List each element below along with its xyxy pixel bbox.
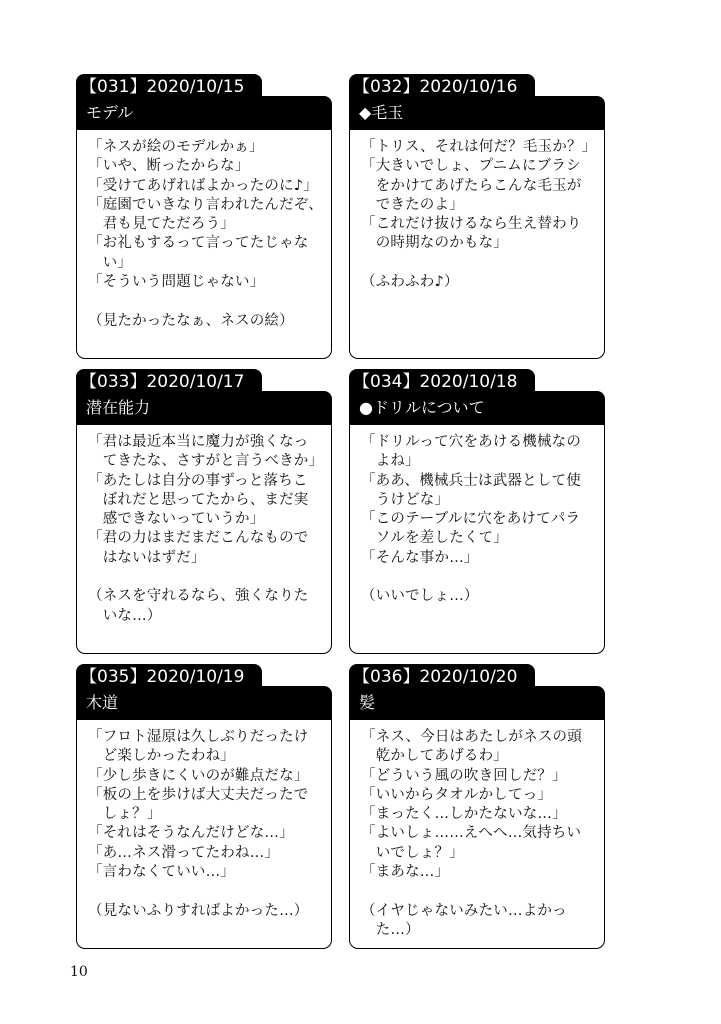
dialogue-line: 「言わなくていい…」 (88, 864, 235, 881)
entry-title: 髪 (349, 686, 605, 720)
dialogue-line: 「よいしょ……えへへ…気持ちい (361, 825, 582, 842)
dialogue-line: 「ネスが絵のモデルかぁ」 (88, 139, 264, 155)
entry-dialogue (88, 433, 328, 626)
entry-number-date: 【032】2020/10/16 (349, 74, 535, 100)
diary-entry-3 (76, 369, 332, 654)
dialogue-line: 「庭園でいきなり言われたんだぞ、 (88, 196, 323, 213)
dialogue-line: 「トリス、それは何だ？毛玉か？」 (361, 139, 597, 155)
entry-dialogue (361, 138, 601, 292)
dialogue-line: をかけてあげたらこんな毛玉が (361, 177, 582, 194)
dialogue-line: 「君の力はまだまだこんなもので (88, 530, 309, 547)
entry-dialogue (88, 728, 328, 921)
dialogue-line: 「これだけ抜けるなら生え替わり (361, 216, 582, 233)
dialogue-line: 「フロト湿原は久しぶりだったけ (88, 729, 309, 745)
dialogue-line: 「いいからタオルかしてっ」 (361, 786, 553, 803)
dialogue-line: 「そんな事か…」 (361, 549, 479, 566)
dialogue-line: はないはずだ」 (88, 549, 206, 566)
dialogue-line: ぼれだと思ってたから、まだ実 (88, 491, 309, 508)
dialogue-line: た…） (361, 921, 420, 938)
entry-dialogue (361, 433, 601, 607)
dialogue-line: （ネスを守れるなら、強くなりた (88, 588, 309, 605)
entry-number-date: 【033】2020/10/17 (76, 369, 262, 395)
entry-title: ●ドリルについて (349, 391, 605, 425)
dialogue-line: 君も見てただろう」 (88, 216, 235, 233)
entry-title: ◆毛玉 (349, 96, 605, 130)
entry-dialogue (88, 138, 328, 331)
dialogue-line: （ふわふわ♪） (361, 274, 459, 291)
blank-line (88, 292, 328, 311)
dialogue-line: （いいでしょ…） (361, 588, 479, 605)
dialogue-line: 「いや、断ったからな」 (88, 158, 250, 175)
entry-title: 潜在能力 (76, 391, 332, 425)
blank-line (88, 882, 328, 901)
dialogue-line: 「お礼もするって言ってたじゃな (88, 235, 309, 252)
page-number: 10 (70, 964, 88, 980)
dialogue-line: の時期なのかもな」 (361, 235, 508, 252)
dialogue-line: 「まあな…」 (361, 864, 450, 881)
dialogue-line: 「そういう問題じゃない」 (88, 274, 265, 291)
blank-line (88, 568, 328, 587)
dialogue-line: 「大きいでしょ、プニムにブラシ (361, 158, 581, 175)
dialogue-line: 乾かしてあげるわ」 (361, 748, 508, 765)
dialogue-line: 感できないっていうか」 (88, 511, 265, 528)
dialogue-line: しょ？」 (88, 806, 162, 823)
dialogue-line: 「それはそうなんだけどな…」 (88, 825, 294, 842)
dialogue-line: 「まったく…しかたないな…」 (361, 806, 567, 823)
diary-entry-4 (349, 369, 605, 654)
entry-number-date: 【035】2020/10/19 (76, 664, 262, 690)
dialogue-line: よね」 (361, 453, 420, 470)
diary-entry-5 (76, 664, 332, 949)
dialogue-line: できたのよ」 (361, 196, 464, 213)
dialogue-line: てきたな、さすがと言うべきか」 (88, 453, 324, 470)
blank-line (361, 568, 601, 587)
dialogue-line: 「君は最近本当に魔力が強くなっ (88, 434, 309, 450)
dialogue-line: （見ないふりすればよかった…） (88, 902, 309, 919)
dialogue-line: （イヤじゃないみたい…よかっ (361, 902, 567, 919)
dialogue-line: 「受けてあげればよかったのに♪」 (88, 177, 318, 194)
entry-dialogue (361, 728, 601, 940)
dialogue-line: 「このテーブルに穴をあけてパラ (361, 511, 581, 528)
dialogue-line: ソルを差したくて」 (361, 530, 508, 547)
dialogue-line: 「あたしは自分の事ずっと落ちこ (88, 472, 308, 489)
dialogue-line: いな…） (88, 607, 162, 624)
dialogue-line: いでしょ？」 (361, 844, 464, 861)
dialogue-line: ど楽しかったわね」 (88, 748, 235, 765)
dialogue-line: 「どういう風の吹き回しだ？」 (361, 767, 567, 784)
entry-title: 木道 (76, 686, 332, 720)
entry-number-date: 【031】2020/10/15 (76, 74, 262, 100)
blank-line (361, 254, 601, 273)
diary-entry-2 (349, 74, 605, 359)
dialogue-line: うけどな」 (361, 491, 450, 508)
diary-entry-6 (349, 664, 605, 949)
dialogue-line: 「ネス、今日はあたしがネスの頭 (361, 729, 582, 745)
dialogue-line: 「少し歩きにくいのが難点だな」 (88, 767, 309, 784)
diary-entry-1 (76, 74, 332, 359)
dialogue-line: い」 (88, 254, 133, 271)
dialogue-line: 「ドリルって穴をあける機械なの (361, 434, 582, 450)
dialogue-line: 「板の上を歩けば大丈夫だったで (88, 786, 309, 803)
dialogue-line: 「あ…ネス滑ってたわね…」 (88, 844, 280, 861)
blank-line (361, 882, 601, 901)
dialogue-line: （見たかったなぁ、ネスの絵） (88, 312, 294, 329)
entry-number-date: 【036】2020/10/20 (349, 664, 535, 690)
dialogue-line: 「ああ、機械兵士は武器として使 (361, 472, 581, 489)
entry-title: モデル (76, 96, 332, 130)
entry-number-date: 【034】2020/10/18 (349, 369, 535, 395)
